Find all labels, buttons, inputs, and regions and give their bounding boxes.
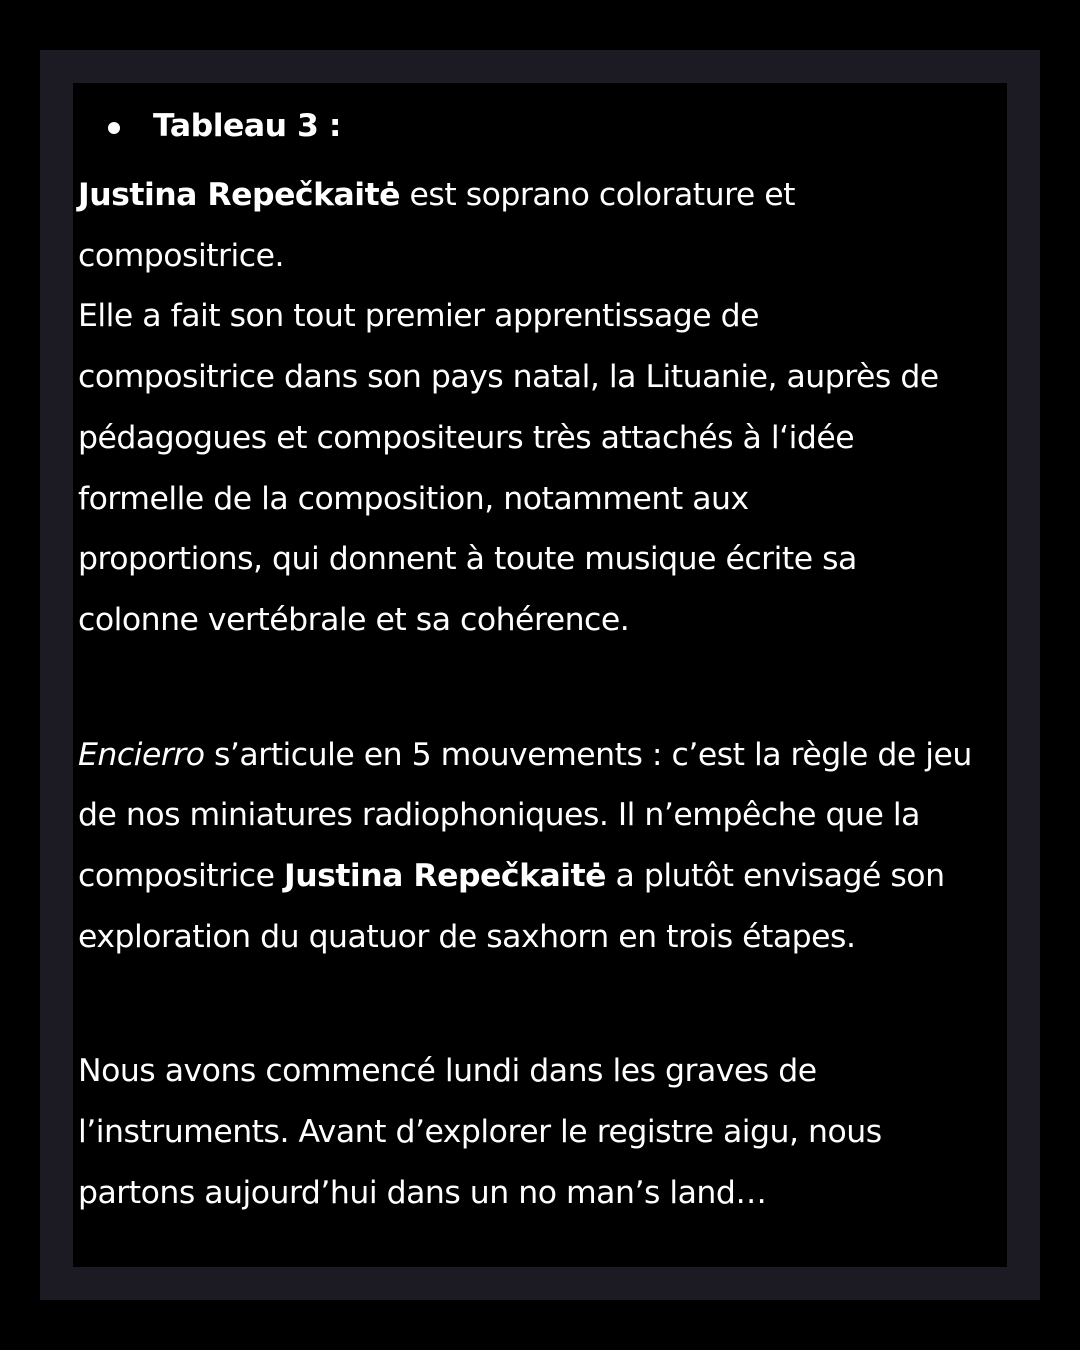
text-line: proportions, qui donnent à toute musique écrite sa: [78, 541, 857, 578]
text-line: Nous avons commencé lundi dans les graves de: [78, 1053, 817, 1090]
paragraph-bio: [78, 165, 1008, 651]
text-line: l’instruments. Avant d’explorer le registre aigu, nous: [78, 1114, 882, 1151]
text-line: de nos miniatures radiophoniques. Il n’empêche que la: [78, 797, 920, 834]
bullet-dot-icon: [108, 122, 120, 134]
bullet-item: [78, 95, 1008, 157]
composer-name: Justina Repečkaitė: [283, 858, 607, 895]
text-line: Elle a fait son tout premier apprentissage de: [78, 298, 760, 335]
article-content: [78, 95, 1008, 1224]
composer-name: Justina Repečkaitė: [78, 177, 401, 213]
text-line: formelle de la composition, notamment aux: [78, 480, 749, 517]
paragraph-spacer: [78, 967, 1008, 1041]
text-span: a plutôt envisagé son: [606, 858, 945, 895]
work-title: Encierro: [78, 736, 205, 773]
paragraph-spacer: [78, 651, 1008, 725]
paragraph-journey: [78, 1041, 1008, 1223]
text-line: [78, 165, 1008, 226]
text-line: compositrice.: [78, 237, 284, 274]
paragraph-encierro: [78, 725, 1008, 968]
text-line: exploration du quatuor de saxhorn en trois étapes.: [78, 918, 856, 955]
text-line: colonne vertébrale et sa cohérence.: [78, 601, 630, 638]
text-line: pédagogues et compositeurs très attachés à l‘idée: [78, 419, 855, 456]
text-line: compositrice dans son pays natal, la Lituanie, auprès de: [78, 359, 939, 396]
text-span: compositrice: [78, 858, 284, 895]
bullet-heading: Tableau 3 :: [153, 108, 342, 144]
text-span: s’articule en 5 mouvements : c’est la règle de jeu: [204, 736, 972, 773]
text-line: [78, 846, 1008, 907]
text-span: est soprano colorature et: [400, 177, 795, 213]
text-line: partons aujourd’hui dans un no man’s land…: [78, 1174, 767, 1211]
text-line: [78, 725, 1008, 786]
